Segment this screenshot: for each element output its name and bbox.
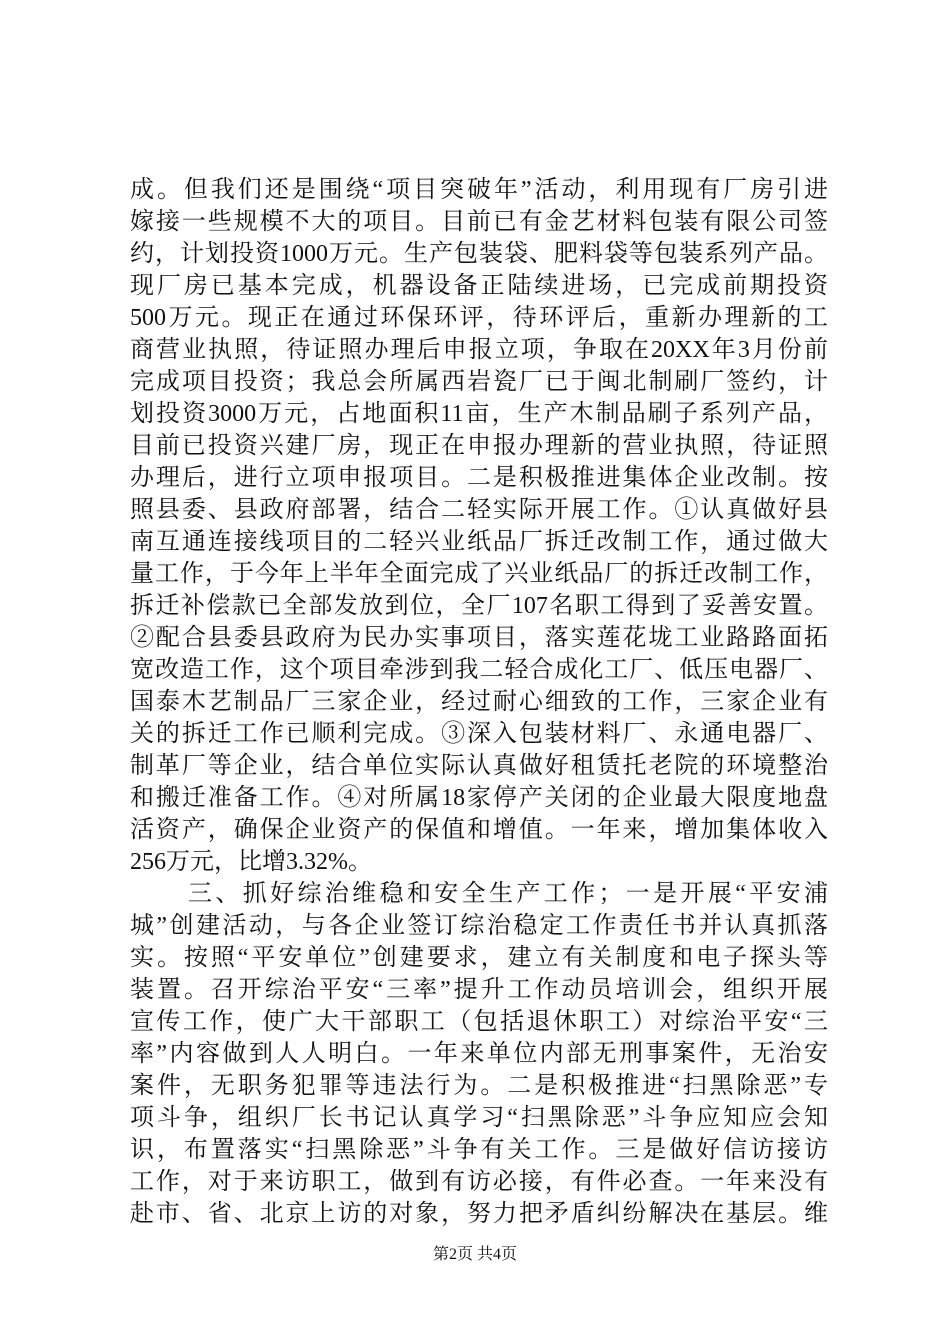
text-line: 500万元。现正在通过环保环评，待环评后，重新办理新的工	[130, 305, 828, 331]
text-line: 赴市、省、北京上访的对象，努力把矛盾纠纷解决在基层。维	[130, 1201, 828, 1227]
text-line: 完成项目投资；我总会所属西岩瓷厂已于闽北制刷厂签约，计	[130, 369, 828, 395]
text-line: 现厂房已基本完成，机器设备正陆续进场，已完成前期投资	[130, 273, 828, 299]
text-line: 拆迁补偿款已全部发放到位，全厂107名职工得到了妥善安置。	[130, 593, 828, 619]
text-line: 案件，无职务犯罪等违法行为。二是积极推进“扫黑除恶”专	[130, 1073, 828, 1099]
text-line: 识，布置落实“扫黑除恶”斗争有关工作。三是做好信访接访	[130, 1137, 828, 1163]
text-line: 目前已投资兴建厂房，现正在申报办理新的营业执照，待证照	[130, 433, 828, 459]
body-paragraph-section-three	[130, 878, 828, 1230]
text-line: 划投资3000万元，占地面积11亩，生产木制品刷子系列产品，	[130, 401, 828, 427]
text-line: 率”内容做到人人明白。一年来单位内部无刑事案件，无治安	[130, 1041, 828, 1067]
text-line: 实。按照“平安单位”创建要求，建立有关制度和电子探头等	[130, 945, 828, 971]
text-line: 约，计划投资1000万元。生产包装袋、肥料袋等包装系列产品。	[130, 241, 828, 267]
text-line: 和搬迁准备工作。④对所属18家停产关闭的企业最大限度地盘	[130, 785, 828, 811]
text-line: 办理后，进行立项申报项目。二是积极推进集体企业改制。按	[130, 465, 828, 491]
text-line-paragraph-end: 256万元，比增3.32%。	[130, 849, 372, 875]
text-line: 成。但我们还是围绕“项目突破年”活动，利用现有厂房引进	[130, 177, 828, 203]
text-line-section-heading: 三、抓好综治维稳和安全生产工作；一是开展“平安浦	[188, 881, 828, 907]
page-number-footer: 第2页 共4页	[432, 1246, 517, 1263]
text-line: 宣传工作，使广大干部职工（包括退休职工）对综治平安“三	[130, 1009, 828, 1035]
text-line: 嫁接一些规模不大的项目。目前已有金艺材料包装有限公司签	[130, 209, 828, 235]
text-line: 商营业执照，待证照办理后申报立项，争取在20XX年3月份前	[130, 337, 828, 363]
body-paragraph-continued	[130, 174, 828, 878]
text-line: 装置。召开综治平安“三率”提升工作动员培训会，组织开展	[130, 977, 828, 1003]
body-text	[130, 174, 828, 1230]
text-line: 工作，对于来访职工，做到有访必接，有件必查。一年来没有	[130, 1169, 828, 1195]
text-line: 制革厂等企业，结合单位实际认真做好租赁托老院的环境整治	[130, 753, 828, 779]
text-line: 项斗争，组织厂长书记认真学习“扫黑除恶”斗争应知应会知	[130, 1105, 828, 1131]
text-line: 城”创建活动，与各企业签订综治稳定工作责任书并认真抓落	[130, 913, 828, 939]
text-line: 南互通连接线项目的二轻兴业纸品厂拆迁改制工作，通过做大	[130, 529, 828, 555]
text-line: ②配合县委县政府为民办实事项目，落实莲花垅工业路路面拓	[130, 625, 828, 651]
text-line: 量工作，于今年上半年全面完成了兴业纸品厂的拆迁改制工作，	[130, 561, 828, 587]
text-line: 活资产，确保企业资产的保值和增值。一年来，增加集体收入	[130, 817, 828, 843]
text-line: 照县委、县政府部署，结合二轻实际开展工作。①认真做好县	[130, 497, 828, 523]
text-line: 宽改造工作，这个项目牵涉到我二轻合成化工厂、低压电器厂、	[130, 657, 828, 683]
text-line: 关的拆迁工作已顺利完成。③深入包装材料厂、永通电器厂、	[130, 721, 828, 747]
text-line: 国泰木艺制品厂三家企业，经过耐心细致的工作，三家企业有	[130, 689, 828, 715]
